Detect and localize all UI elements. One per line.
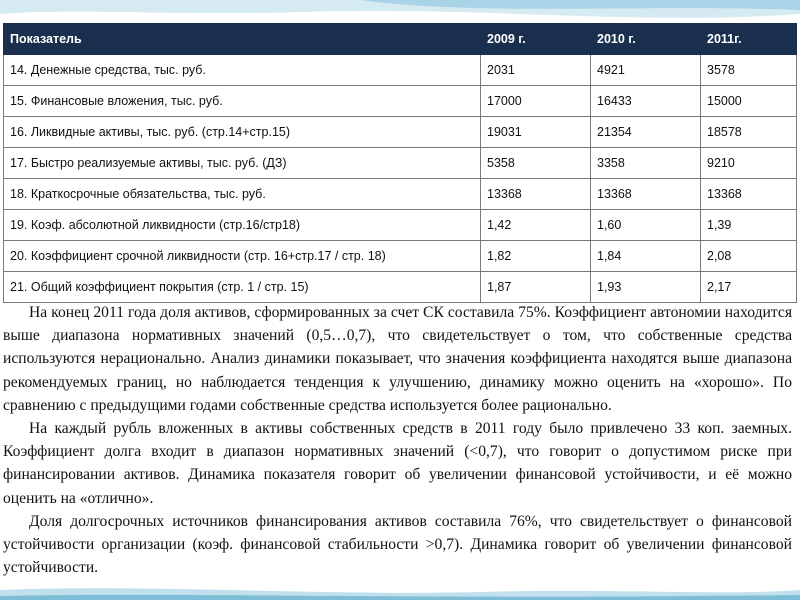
row-label: 20. Коэффициент срочной ликвидности (стр. 16+стр.17 / стр. 18) (4, 241, 481, 272)
cell-2009: 19031 (481, 117, 591, 148)
row-label: 21. Общий коэффициент покрытия (стр. 1 / стр. 15) (4, 272, 481, 303)
cell-2010: 1,93 (591, 272, 701, 303)
table-header-row (4, 24, 797, 55)
table-row (4, 148, 797, 179)
cell-2011: 3578 (701, 55, 797, 86)
cell-2010: 3358 (591, 148, 701, 179)
cell-2010: 4921 (591, 55, 701, 86)
header-2011: 2011г. (701, 24, 797, 55)
cell-2009: 17000 (481, 86, 591, 117)
table-row (4, 117, 797, 148)
paragraph-autonomy: На конец 2011 года доля активов, сформированных за счет СК составила 75%. Коэффициент автономии находится выше диапазона нормативных значений (0,5…0,7), что свидетельствует о том, что собственные средства используются нерационально. Анализ динамики показывает, что значения коэффициента находятся выше диапазона рекомендуемых границ, но наблюдается тенденция к улучшению, динамику можно оценить на «хорошо». По сравнению с предыдущими годами собственные средства используется более рационально. (3, 304, 792, 414)
cell-2010: 1,84 (591, 241, 701, 272)
cell-2011: 9210 (701, 148, 797, 179)
cell-2010: 13368 (591, 179, 701, 210)
cell-2009: 1,82 (481, 241, 591, 272)
cell-2010: 16433 (591, 86, 701, 117)
cell-2009: 1,87 (481, 272, 591, 303)
row-label: 19. Коэф. абсолютной ликвидности (стр.16/стр18) (4, 210, 481, 241)
header-indicator: Показатель (4, 24, 481, 55)
analysis-text (3, 301, 792, 579)
cell-2009: 1,42 (481, 210, 591, 241)
table-row (4, 210, 797, 241)
cell-2011: 2,17 (701, 272, 797, 303)
cell-2009: 5358 (481, 148, 591, 179)
cell-2010: 1,60 (591, 210, 701, 241)
paragraph-debt: На каждый рубль вложенных в активы собственных средств в 2011 году было привлечено 33 коп. заемных. Коэффициент долга входит в диапазон нормативных значений (<0,7), что говорит о допустимом риске при финансировании активов. Динамика показателя говорит об увеличении финансовой устойчивости, и её можно оценить на «отлично». (3, 420, 792, 507)
table-row (4, 272, 797, 303)
indicators-table-container (3, 23, 796, 303)
cell-2011: 1,39 (701, 210, 797, 241)
row-label: 15. Финансовые вложения, тыс. руб. (4, 86, 481, 117)
cell-2011: 13368 (701, 179, 797, 210)
cell-2010: 21354 (591, 117, 701, 148)
paragraph-long-term-sources: Доля долгосрочных источников финансирования активов составила 76%, что свидетельствует о финансовой устойчивости организации (коэф. финансовой стабильности >0,7). Динамика говорит об увеличении финансовой устойчивости. (3, 512, 792, 577)
indicators-table (3, 23, 797, 303)
cell-2011: 2,08 (701, 241, 797, 272)
header-2009: 2009 г. (481, 24, 591, 55)
table-row (4, 179, 797, 210)
cell-2011: 15000 (701, 86, 797, 117)
row-label: 16. Ликвидные активы, тыс. руб. (стр.14+стр.15) (4, 117, 481, 148)
row-label: 18. Краткосрочные обязательства, тыс. руб. (4, 179, 481, 210)
cell-2011: 18578 (701, 117, 797, 148)
header-2010: 2010 г. (591, 24, 701, 55)
row-label: 14. Денежные средства, тыс. руб. (4, 55, 481, 86)
table-row (4, 86, 797, 117)
table-row (4, 55, 797, 86)
cell-2009: 2031 (481, 55, 591, 86)
cell-2009: 13368 (481, 179, 591, 210)
table-row (4, 241, 797, 272)
row-label: 17. Быстро реализуемые активы, тыс. руб. (ДЗ) (4, 148, 481, 179)
